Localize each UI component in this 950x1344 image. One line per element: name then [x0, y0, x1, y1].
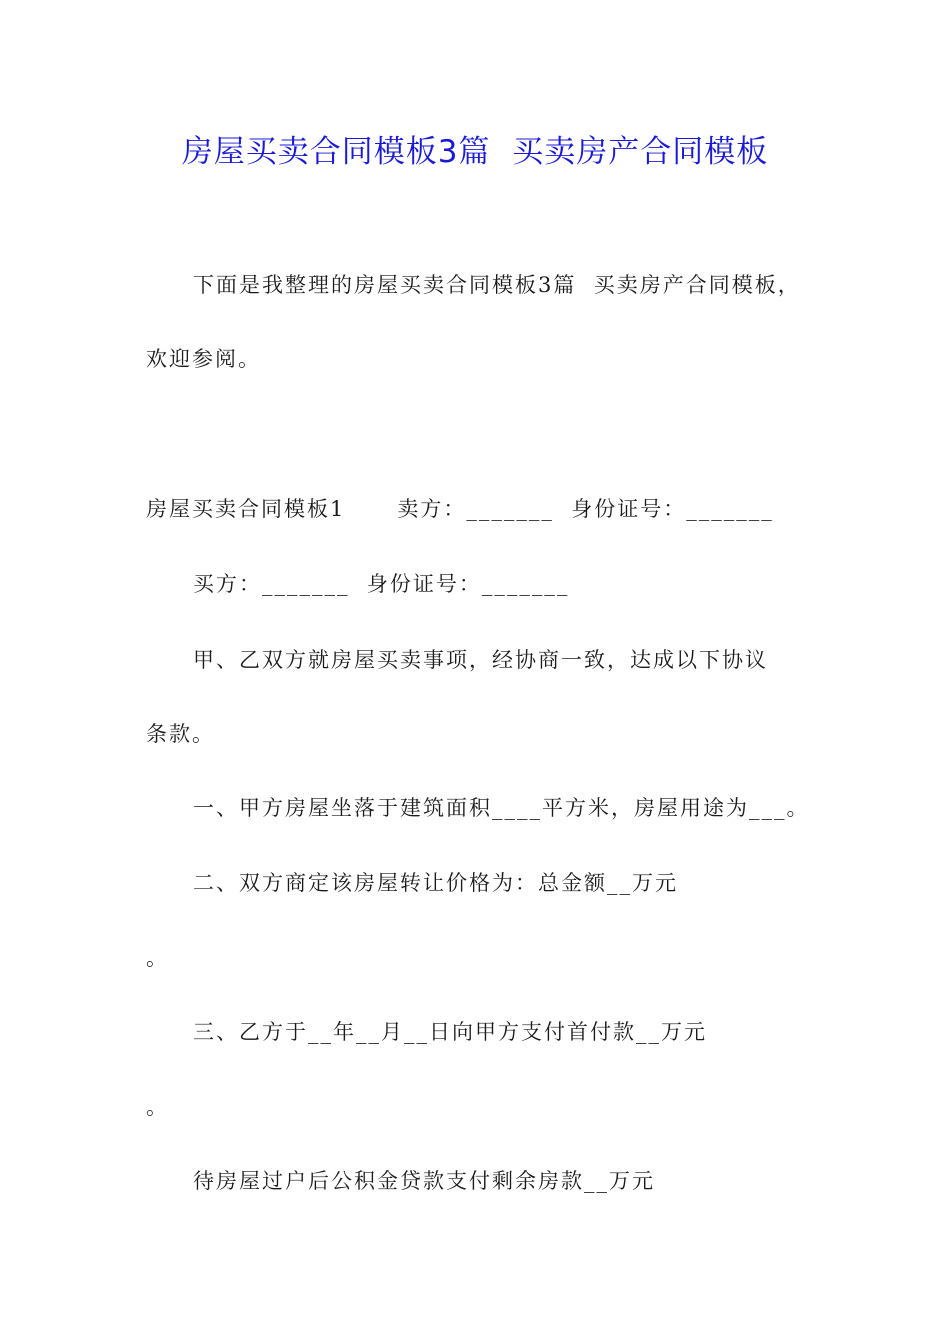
document-title: 房屋买卖合同模板3篇 买卖房产合同模板 — [181, 134, 769, 170]
agreement-line-1: 甲、乙双方就房屋买卖事项，经协商一致，达成以下协议 — [193, 648, 768, 672]
template-1-seller-line: 房屋买卖合同模板1 卖方：_______ 身份证号：_______ — [146, 497, 774, 521]
intro-line-1: 下面是我整理的房屋买卖合同模板3篇 买卖房产合同模板， — [193, 273, 801, 297]
clause-3: 三、乙方于__年__月__日向甲方支付首付款__万元 — [193, 1020, 707, 1044]
intro-line-2: 欢迎参阅。 — [146, 347, 261, 371]
clause-3-end: 。 — [146, 1095, 169, 1119]
remaining-payment-line: 待房屋过户后公积金贷款支付剩余房款__万元 — [193, 1169, 655, 1193]
agreement-line-2: 条款。 — [146, 722, 215, 746]
clause-2: 二、双方商定该房屋转让价格为：总金额__万元 — [193, 871, 678, 895]
clause-2-end: 。 — [146, 946, 169, 970]
clause-1: 一、甲方房屋坐落于建筑面积____平方米，房屋用途为___。 — [193, 796, 810, 820]
buyer-line: 买方：_______ 身份证号：_______ — [193, 572, 570, 596]
